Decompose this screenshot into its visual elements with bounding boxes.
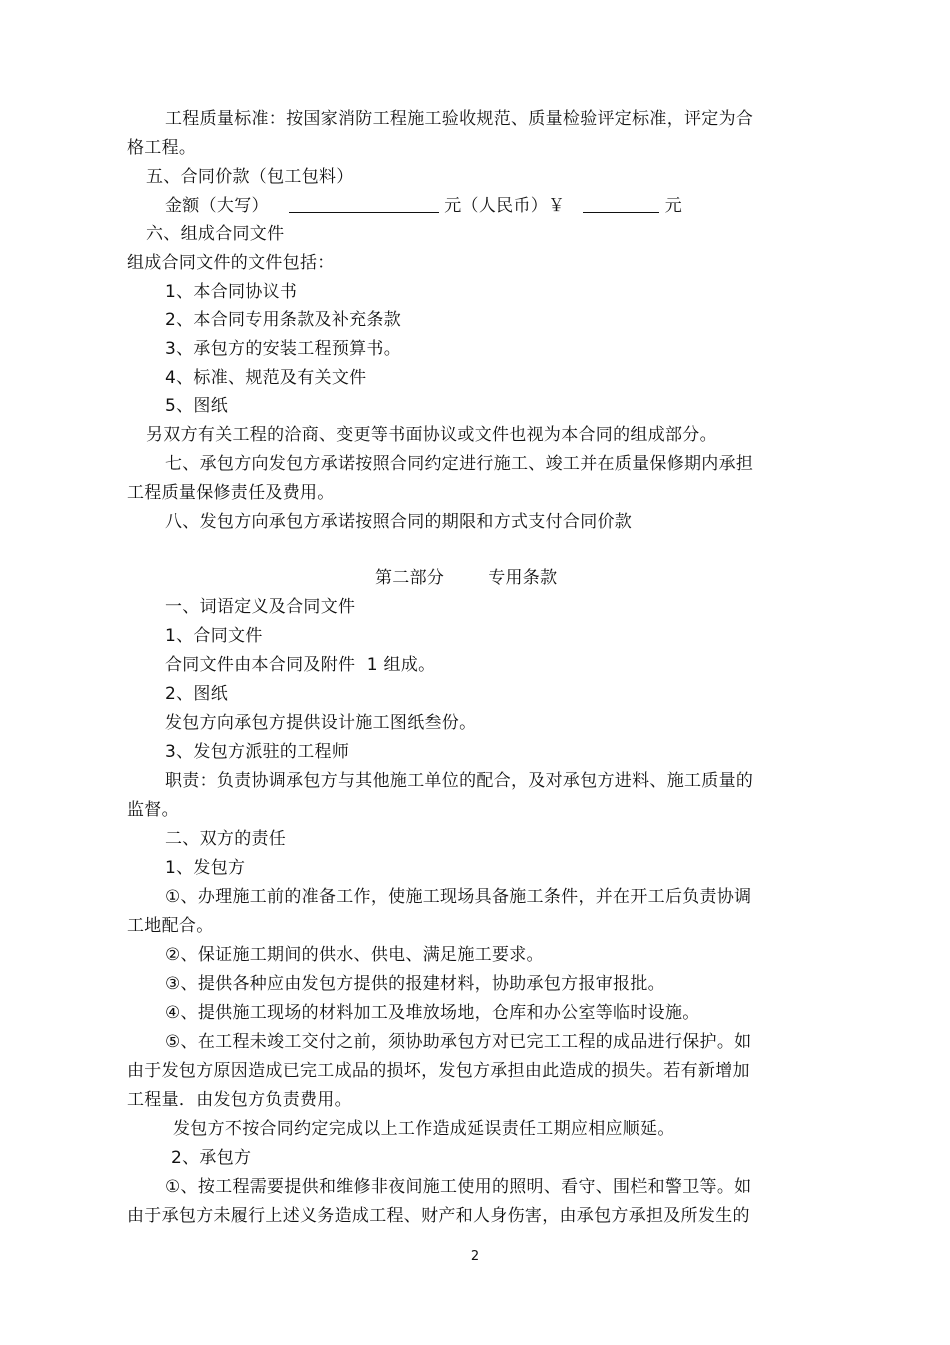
subsection-heading: 1、合同文件 xyxy=(165,626,263,646)
amount-line xyxy=(165,194,682,218)
text-line: 由于发包方原因造成已完工成品的损坏，发包方承担由此造成的损失。若有新增加 xyxy=(127,1061,750,1081)
text-line: 工程质量标准：按国家消防工程施工验收规范、质量检验评定标准，评定为合 xyxy=(165,109,754,129)
text-line: 合同文件由本合同及附件 1 组成。 xyxy=(165,655,436,675)
section-heading: 八、发包方向承包方承诺按照合同的期限和方式支付合同价款 xyxy=(165,512,633,532)
part-name: 专用条款 xyxy=(488,568,558,588)
list-item: 5、图纸 xyxy=(165,396,229,416)
text-line: 格工程。 xyxy=(127,138,197,158)
section-heading: 七、承包方向发包方承诺按照合同约定进行施工、竣工并在质量保修期内承担 xyxy=(165,454,754,474)
text-line: 发包方不按合同约定完成以上工作造成延误责任工期应相应顺延。 xyxy=(173,1119,675,1139)
text-line: 组成合同文件的文件包括： xyxy=(127,253,335,273)
section-heading: 五、合同价款（包工包料） xyxy=(146,167,354,187)
section-heading: 一、词语定义及合同文件 xyxy=(165,597,356,617)
subsection-heading: 2、图纸 xyxy=(165,684,229,704)
text-line: ④、提供施工现场的材料加工及堆放场地，仓库和办公室等临时设施。 xyxy=(165,1003,700,1023)
text-line: 另双方有关工程的洽商、变更等书面协议或文件也视为本合同的组成部分。 xyxy=(146,425,717,445)
text-line: 发包方向承包方提供设计施工图纸叁份。 xyxy=(165,713,477,733)
text-line: ①、办理施工前的准备工作，使施工现场具备施工条件，并在开工后负责协调 xyxy=(165,887,752,907)
amount-figure-blank xyxy=(583,195,659,213)
text-line: ⑤、在工程未竣工交付之前，须协助承包方对已完工工程的成品进行保护。如 xyxy=(165,1032,752,1052)
text-line: ③、提供各种应由发包方提供的报建材料，协助承包方报审报批。 xyxy=(165,974,665,994)
section-heading: 二、双方的责任 xyxy=(165,829,287,849)
subsection-heading: 2、承包方 xyxy=(171,1148,252,1168)
text-line: 职责：负责协调承包方与其他施工单位的配合，及对承包方进料、施工质量的 xyxy=(165,771,754,791)
text-line: 工程质量保修责任及费用。 xyxy=(127,483,335,503)
subsection-heading: 3、发包方派驻的工程师 xyxy=(165,742,350,762)
subsection-heading: 1、发包方 xyxy=(165,858,246,878)
amount-words-blank xyxy=(289,195,439,213)
text-line: 由于承包方未履行上述义务造成工程、财产和人身伤害，由承包方承担及所发生的 xyxy=(127,1206,750,1226)
part-title xyxy=(375,566,557,590)
page-number: 2 xyxy=(470,1249,480,1264)
text-line: 工地配合。 xyxy=(127,916,214,936)
section-heading: 六、组成合同文件 xyxy=(146,224,285,244)
list-item: 3、承包方的安装工程预算书。 xyxy=(165,339,402,359)
list-item: 2、本合同专用条款及补充条款 xyxy=(165,310,402,330)
text-line: 工程量．由发包方负责费用。 xyxy=(127,1090,352,1110)
amount-unit: 元 xyxy=(664,196,683,216)
text-line: ②、保证施工期间的供水、供电、满足施工要求。 xyxy=(165,945,544,965)
amount-label: 金额（大写） xyxy=(165,196,269,216)
part-number: 第二部分 xyxy=(375,568,445,588)
amount-currency-label: 元（人民币）￥ xyxy=(444,196,566,216)
list-item: 4、标准、规范及有关文件 xyxy=(165,368,367,388)
text-line: 监督。 xyxy=(127,800,179,820)
text-line: ①、按工程需要提供和维修非夜间施工使用的照明、看守、围栏和警卫等。如 xyxy=(165,1177,752,1197)
list-item: 1、本合同协议书 xyxy=(165,282,298,302)
